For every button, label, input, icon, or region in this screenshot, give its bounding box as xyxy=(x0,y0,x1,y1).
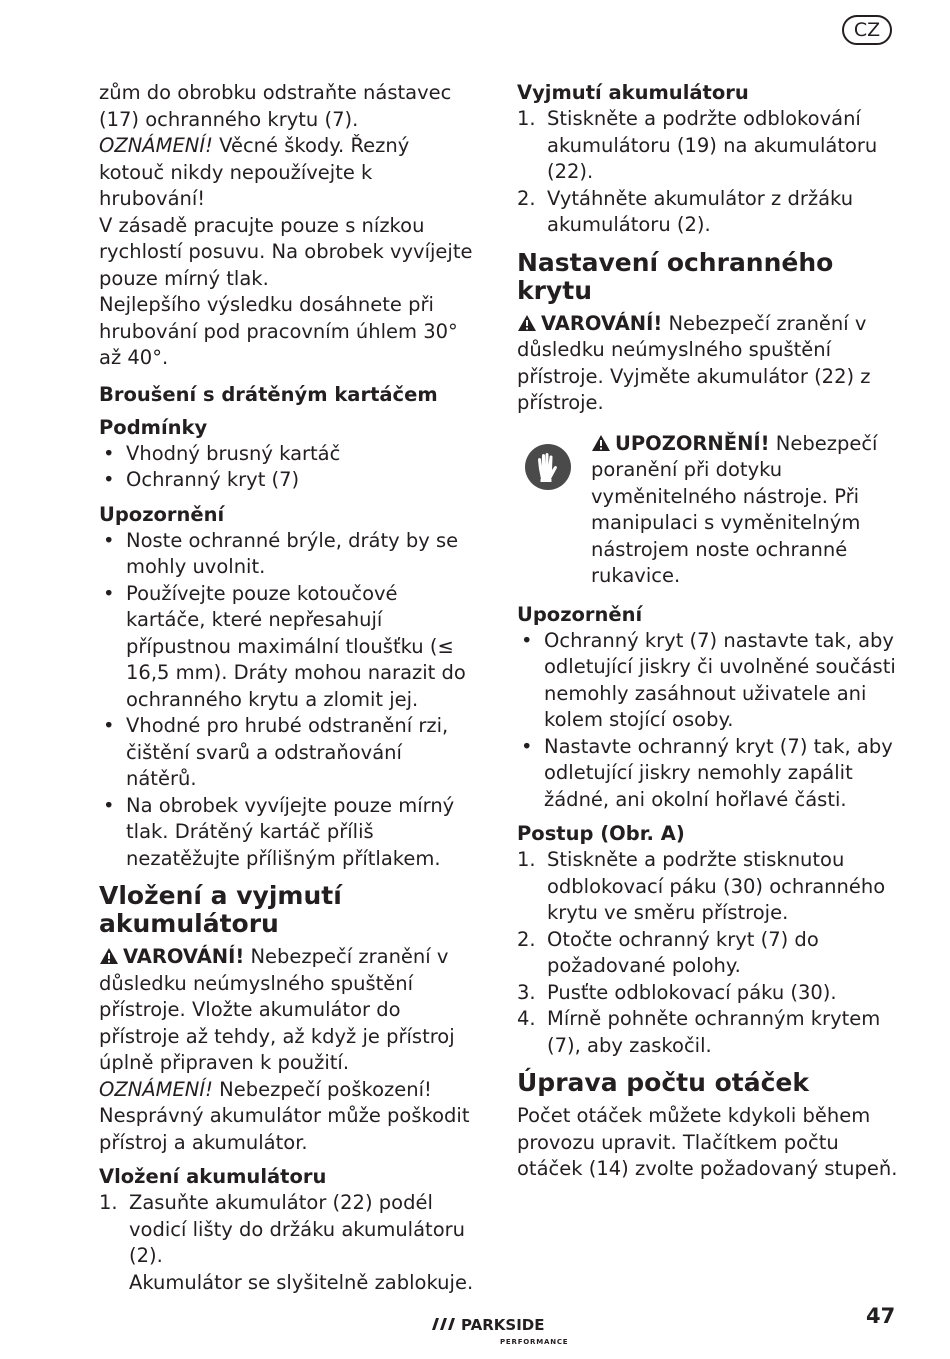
gloves-notice xyxy=(517,431,902,590)
subheading: Podmínky xyxy=(99,415,208,439)
list-item: • Nastavte ochranný kryt (7) tak, aby odletující jiskry nemohly zapálit žádné, ani okolní hořlavé části. xyxy=(521,734,893,811)
notes-list xyxy=(99,528,477,873)
warning-label: VAROVÁNÍ! xyxy=(541,311,663,335)
list-item: • Vhodné pro hrubé odstranění rzi, čištění svarů a odstraňování nátěrů. xyxy=(103,714,449,790)
section-title: Nastavení ochranného krytu xyxy=(517,247,834,305)
step-item: 3. Pusťte odblokovací páku (30). xyxy=(517,980,837,1004)
notice-text: Věcné škody. Řezný kotouč nikdy nepoužívejte k hrubování! xyxy=(99,134,410,210)
conditions-list xyxy=(99,441,477,494)
subheading: Vyjmutí akumulátoru xyxy=(517,81,749,104)
right-column xyxy=(517,80,902,1183)
step-item: 1. Zasuňte akumulátor (22) podél vodicí lišty do držáku akumulátoru (2). Akumulátor se slyšitelně zablokuje. xyxy=(99,1191,474,1294)
list-item: • Ochranný kryt (7) xyxy=(103,468,300,491)
caution-text: Nebezpečí poranění při dotyku vyměnitelného nástroje. Při manipulaci s vyměnitelným nástrojem noste ochranné rukavice. xyxy=(591,431,878,587)
remove-steps xyxy=(517,106,902,239)
section-heading: Broušení s drátěným kartáčem xyxy=(99,382,438,406)
caution-label: UPOZORNĚNÍ! xyxy=(615,431,770,455)
warning-triangle-icon xyxy=(517,314,537,332)
warning-label: VAROVÁNÍ! xyxy=(123,945,245,968)
step-item: 1. Stiskněte a podržte odblokování akumulátoru (19) na akumulátoru (22). xyxy=(517,107,878,183)
paragraph: Nejlepšího výsledku dosáhnete při hrubování pod pracovním úhlem 30° až 40°. xyxy=(99,293,458,369)
subheading: Postup (Obr. A) xyxy=(517,822,685,845)
insert-steps xyxy=(99,1190,477,1296)
paragraph: Počet otáček můžete kdykoli během provozu upravit. Tlačítkem počtu otáček (14) zvolte požadovaný stupeň. xyxy=(517,1104,898,1180)
left-column xyxy=(99,80,477,1296)
language-badge: CZ xyxy=(842,15,892,45)
step-item: 2. Vytáhněte akumulátor z držáku akumulátoru (2). xyxy=(517,186,854,236)
list-item: • Používejte pouze kotoučové kartáče, které nepřesahují přípustnou maximální tloušťku (≤ 16,5 mm). Dráty mohou narazit do ochranného krytu a zlomit jej. xyxy=(103,581,466,711)
notice-paragraph xyxy=(99,133,477,213)
step-item: 4. Mírně pohněte ochranným krytem (7), aby zaskočil. xyxy=(517,1007,881,1057)
list-item: • Ochranný kryt (7) nastavte tak, aby odletující jiskry či uvolněné součásti nemohly zasáhnout uživatele ani kolem stojící osoby. xyxy=(521,628,896,731)
gloves-icon xyxy=(524,443,572,491)
step-item: 1. Stiskněte a podržte stisknutou odblokovací páku (30) ochranného krytu ve směru přístroje. xyxy=(517,848,886,924)
list-item: • Vhodný brusný kartáč xyxy=(103,441,341,465)
notes-list xyxy=(517,628,902,814)
brand-subtext: PERFORMANCE xyxy=(500,1338,569,1346)
procedure-steps xyxy=(517,847,902,1059)
list-item: • Na obrobek vyvíjejte pouze mírný tlak. Drátěný kartáč příliš nezatěžujte přílišným přítlakem. xyxy=(103,793,455,870)
notice-label: OZNÁMENÍ! xyxy=(99,1077,213,1101)
paragraph: zům do obrobku odstraňte nástavec (17) ochranného krytu (7). xyxy=(99,81,452,131)
subheading: Upozornění xyxy=(99,502,225,526)
paragraph: V zásadě pracujte pouze s nízkou rychlostí posuvu. Na obrobek vyvíjejte pouze mírný tlak. xyxy=(99,213,473,290)
section-title: Úprava počtu otáček xyxy=(517,1068,810,1097)
notice-paragraph xyxy=(99,1077,477,1157)
warning-text: Nebezpečí zranění v důsledku neúmyslného spuštění přístroje. Vložte akumulátor do přístroje až tehdy, až když je přístroj úplně připraven k použití. xyxy=(99,945,455,1074)
step-item: 2. Otočte ochranný kryt (7) do požadované polohy. xyxy=(517,927,819,977)
warning-triangle-icon xyxy=(591,434,611,452)
section-title: Vložení a vyjmutí akumulátoru xyxy=(99,881,342,938)
subheading: Upozornění xyxy=(517,602,643,626)
caution-paragraph xyxy=(591,431,902,590)
subheading: Vložení akumulátoru xyxy=(99,1165,327,1188)
brand-text: PARKSIDE xyxy=(461,1316,545,1334)
page-number: 47 xyxy=(866,1304,896,1328)
notice-label: OZNÁMENÍ! xyxy=(99,134,213,157)
parkside-logo xyxy=(430,1310,590,1350)
warning-paragraph xyxy=(99,944,477,1077)
warning-paragraph xyxy=(517,311,902,417)
list-item: • Noste ochranné brýle, dráty by se mohly uvolnit. xyxy=(103,528,459,578)
warning-text: Nebezpečí zranění v důsledku neúmyslného spuštění přístroje. Vyjměte akumulátor (22) z přístroje. xyxy=(517,311,871,414)
notice-text: Nebezpečí poškození! Nesprávný akumulátor může poškodit přístroj a akumulátor. xyxy=(99,1077,470,1154)
warning-triangle-icon xyxy=(99,947,119,965)
